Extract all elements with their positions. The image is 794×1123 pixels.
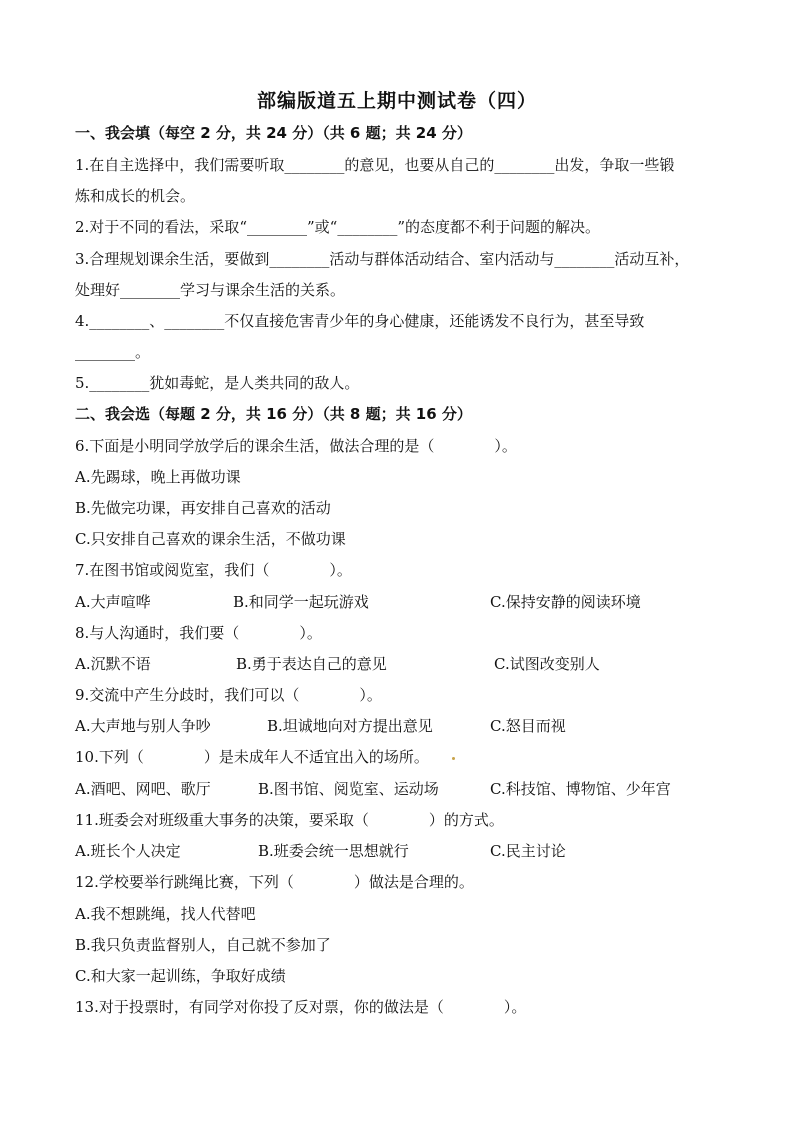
option-7c: C.保持安静的阅读环境	[490, 593, 641, 611]
question-5: 5.________犹如毒蛇，是人类共同的敌人。	[75, 374, 360, 392]
question-11: 11.班委会对班级重大事务的决策，要采取（ ）的方式。	[75, 811, 504, 829]
option-10c: C.科技馆、博物馆、少年宫	[490, 780, 671, 798]
option-8b: B.勇于表达自己的意见	[236, 655, 387, 673]
section-heading-choice: 二、我会选（每题 2 分，共 16 分）（共 8 题；共 16 分）	[75, 405, 472, 423]
option-9c: C.怒目而视	[490, 717, 566, 735]
question-9: 9.交流中产生分歧时，我们可以（ ）。	[75, 686, 382, 704]
question-6: 6.下面是小明同学放学后的课余生活，做法合理的是（ ）。	[75, 437, 517, 455]
option-9b: B.坦诚地向对方提出意见	[267, 717, 433, 735]
option-7a: A.大声喧哗	[75, 593, 151, 611]
question-13: 13.对于投票时，有同学对你投了反对票，你的做法是（ ）。	[75, 998, 527, 1016]
option-11c: C.民主讨论	[490, 842, 566, 860]
question-10: 10.下列（ ）是未成年人不适宜出入的场所。	[75, 748, 429, 766]
option-12c: C.和大家一起训练，争取好成绩	[75, 967, 286, 985]
question-3: 3.合理规划课余生活，要做到________活动与群体活动结合、室内活动与________活动互补，	[75, 250, 690, 268]
question-8: 8.与人沟通时，我们要（ ）。	[75, 624, 322, 642]
question-12: 12.学校要举行跳绳比赛，下列（ ）做法是合理的。	[75, 873, 474, 891]
option-6a: A.先踢球，晚上再做功课	[75, 468, 241, 486]
stray-dot	[452, 757, 455, 760]
question-4: 4.________、________不仅直接危害青少年的身心健康，还能诱发不良行为，甚至导致	[75, 312, 645, 330]
question-3-cont: 处理好________学习与课余生活的关系。	[75, 281, 346, 299]
option-9a: A.大声地与别人争吵	[75, 717, 211, 735]
question-7: 7.在图书馆或阅览室，我们（ ）。	[75, 561, 352, 579]
option-8a: A.沉默不语	[75, 655, 151, 673]
option-7b: B.和同学一起玩游戏	[233, 593, 369, 611]
section-heading-fill: 一、我会填（每空 2 分，共 24 分）（共 6 题；共 24 分）	[75, 124, 472, 142]
option-8c: C.试图改变别人	[494, 655, 600, 673]
option-12a: A.我不想跳绳，找人代替吧	[75, 905, 256, 923]
option-10b: B.图书馆、阅览室、运动场	[258, 780, 439, 798]
option-6c: C.只安排自己喜欢的课余生活，不做功课	[75, 530, 346, 548]
option-11a: A.班长个人决定	[75, 842, 181, 860]
question-1: 1.在自主选择中，我们需要听取________的意见，也要从自己的________出发，争取一些锻	[75, 156, 675, 174]
option-12b: B.我只负责监督别人，自己就不参加了	[75, 936, 331, 954]
question-4-cont: ________。	[75, 343, 151, 361]
option-11b: B.班委会统一思想就行	[258, 842, 409, 860]
option-10a: A.酒吧、网吧、歌厅	[75, 780, 211, 798]
option-6b: B.先做完功课，再安排自己喜欢的活动	[75, 499, 331, 517]
page-title: 部编版道五上期中测试卷（四）	[256, 90, 537, 112]
question-2: 2.对于不同的看法，采取“________”或“________”的态度都不利于问题的解决。	[75, 218, 600, 236]
question-1-cont: 炼和成长的机会。	[75, 187, 196, 205]
